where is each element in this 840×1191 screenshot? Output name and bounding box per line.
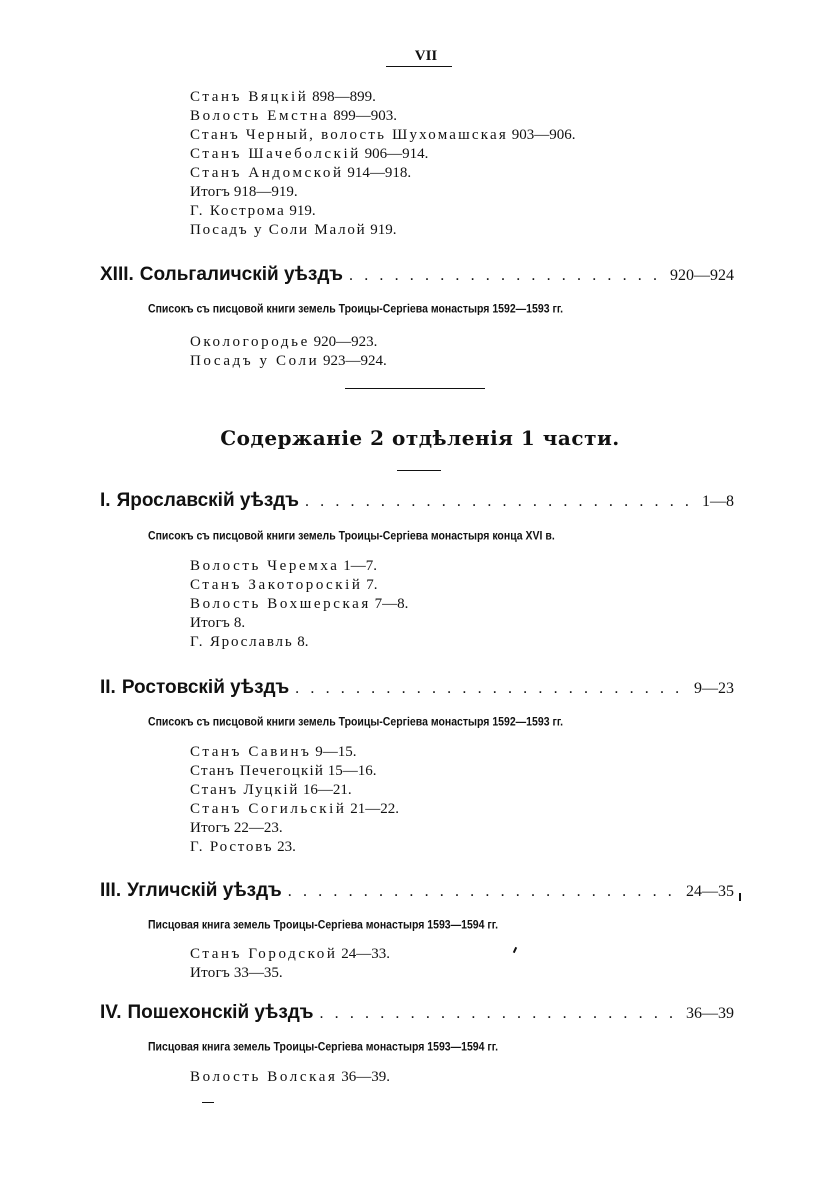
entry-name: Станъ Андомской xyxy=(190,165,344,181)
page-number-rule xyxy=(386,66,452,67)
toc-entry xyxy=(190,352,387,371)
entry-pages: 898—899. xyxy=(312,89,376,105)
entry-name: Станъ Луцкій xyxy=(190,782,300,798)
print-speck xyxy=(513,947,517,953)
part-heading: Содержаніе 2 отдѣленія 1 части. xyxy=(220,426,620,450)
toc-entry xyxy=(190,819,283,838)
entry-name: Посадъ у Соли Малой xyxy=(190,222,367,238)
entry-pages: 920—923. xyxy=(313,334,378,350)
entry-name: Станъ Городской xyxy=(190,946,338,962)
toc-entry xyxy=(190,633,308,652)
source-note: Списокъ съ писцовой книги земель Троицы-Сергіева монастыря 1592—1593 гг. xyxy=(148,302,564,316)
entry-pages: 914—918. xyxy=(347,165,412,181)
entry-name: Станъ Вяцкій xyxy=(190,89,309,105)
section-heading xyxy=(100,1002,734,1028)
toc-entry xyxy=(190,183,298,202)
toc-entry xyxy=(190,107,397,126)
entry-name: Волость Волская xyxy=(190,1069,338,1085)
toc-entry xyxy=(190,145,428,164)
entry-pages: 7. xyxy=(366,577,378,593)
entry-name: Итогъ xyxy=(190,184,231,200)
entry-pages: 906—914. xyxy=(364,146,429,162)
entry-pages: 33—35. xyxy=(233,965,283,981)
toc-entry xyxy=(190,781,352,800)
leader-dots xyxy=(289,680,686,698)
entry-name: Итогъ xyxy=(190,965,231,981)
toc-entry xyxy=(190,614,245,633)
entry-pages: 919. xyxy=(370,222,397,238)
entry-name: Волость Черемха xyxy=(190,558,340,574)
toc-entry xyxy=(190,557,377,576)
end-mark xyxy=(202,1102,214,1103)
entry-name: Станъ Черный, волость Шухомашская xyxy=(190,127,508,143)
entry-name: Станъ Шачеболскій xyxy=(190,146,361,162)
leader-dots xyxy=(343,267,662,285)
entry-pages: 16—21. xyxy=(302,782,352,798)
toc-entry xyxy=(190,743,357,762)
entry-pages: 919. xyxy=(289,203,316,219)
entry-pages: 36—39. xyxy=(341,1069,391,1085)
toc-entry xyxy=(190,164,411,183)
entry-pages: 8. xyxy=(297,634,309,650)
entry-name: Волость Вохшерская xyxy=(190,596,371,612)
section-page-range: 9—23 xyxy=(694,680,734,697)
section-title: Пошехонскій уѣздъ xyxy=(127,1002,314,1023)
toc-entry xyxy=(190,333,377,352)
entry-pages: 23. xyxy=(277,839,296,855)
entry-pages: 22—23. xyxy=(233,820,283,836)
entry-name: Станъ Печегоцкій xyxy=(190,763,325,779)
entry-name: Станъ Согильскій xyxy=(190,801,347,817)
toc-entry xyxy=(190,88,376,107)
leader-dots xyxy=(282,883,678,901)
section-title: Ростовскій уѣздъ xyxy=(121,677,290,698)
leader-dots xyxy=(313,1005,678,1023)
toc-entry xyxy=(190,945,390,964)
section-divider xyxy=(345,388,485,389)
section-numeral: III. xyxy=(100,880,122,901)
entry-pages: 899—903. xyxy=(333,108,397,124)
section-page-range: 1—8 xyxy=(702,493,734,510)
section-heading xyxy=(100,880,734,906)
toc-entry xyxy=(190,762,377,781)
toc-entry xyxy=(190,221,397,240)
entry-pages: 923—924. xyxy=(322,353,387,369)
entry-name: Итогъ xyxy=(190,820,231,836)
entry-name: Г. Ярославль xyxy=(190,634,294,650)
section-page-range: 920—924 xyxy=(670,267,734,284)
toc-entry xyxy=(190,202,316,221)
entry-name: Окологородье xyxy=(190,334,310,350)
source-note: Списокъ съ писцовой книги земель Троицы-Сергіева монастыря конца XVI в. xyxy=(148,529,555,543)
entry-pages: 9—15. xyxy=(315,744,357,760)
toc-entry xyxy=(190,1068,390,1087)
toc-entry xyxy=(190,126,575,145)
section-heading xyxy=(100,264,734,290)
entry-pages: 8. xyxy=(233,615,246,631)
entry-pages: 15—16. xyxy=(327,763,377,779)
section-page-range: 24—35 xyxy=(686,883,734,900)
page-number: VII xyxy=(414,48,438,64)
section-heading xyxy=(100,490,734,516)
toc-entry xyxy=(190,576,378,595)
entry-name: Станъ Савинъ xyxy=(190,744,312,760)
entry-pages: 21—22. xyxy=(350,801,399,817)
toc-entry xyxy=(190,800,399,819)
leader-dots xyxy=(299,493,694,511)
entry-name: Посадъ у Соли xyxy=(190,353,320,369)
section-title: Ярославскій уѣздъ xyxy=(116,490,299,511)
entry-pages: 24—33. xyxy=(341,946,391,962)
section-heading xyxy=(100,677,734,703)
entry-name: Станъ Закоторoскій xyxy=(190,577,363,593)
heading-rule xyxy=(397,470,441,471)
entry-pages: 7—8. xyxy=(374,596,409,612)
source-note: Писцовая книга земель Троицы-Сергіева монастыря 1593—1594 гг. xyxy=(148,1040,499,1054)
section-numeral: I. xyxy=(100,490,111,511)
entry-pages: 918—919. xyxy=(233,184,298,200)
section-title: Угличскій уѣздъ xyxy=(127,880,282,901)
section-numeral: XIII. xyxy=(100,264,134,285)
section-title: Сольгаличскій уѣздъ xyxy=(139,264,343,285)
source-note: Списокъ съ писцовой книги земель Троицы-Сергіева монастыря 1592—1593 гг. xyxy=(148,715,564,729)
section-page-range: 36—39 xyxy=(686,1005,734,1022)
print-speck xyxy=(739,893,741,901)
entry-pages: 1—7. xyxy=(343,558,377,574)
entry-pages: 903—906. xyxy=(511,127,576,143)
source-note: Писцовая книга земель Троицы-Сергіева монастыря 1593—1594 гг. xyxy=(148,918,499,932)
entry-name: Итогъ xyxy=(190,615,231,631)
toc-entry xyxy=(190,964,283,983)
section-numeral: IV. xyxy=(100,1002,122,1023)
entry-name: Волость Емстна xyxy=(190,108,330,124)
section-numeral: II. xyxy=(100,677,116,698)
toc-entry xyxy=(190,838,296,857)
entry-name: Г. Кострома xyxy=(190,203,286,219)
entry-name: Г. Ростовъ xyxy=(190,839,274,855)
toc-entry xyxy=(190,595,408,614)
